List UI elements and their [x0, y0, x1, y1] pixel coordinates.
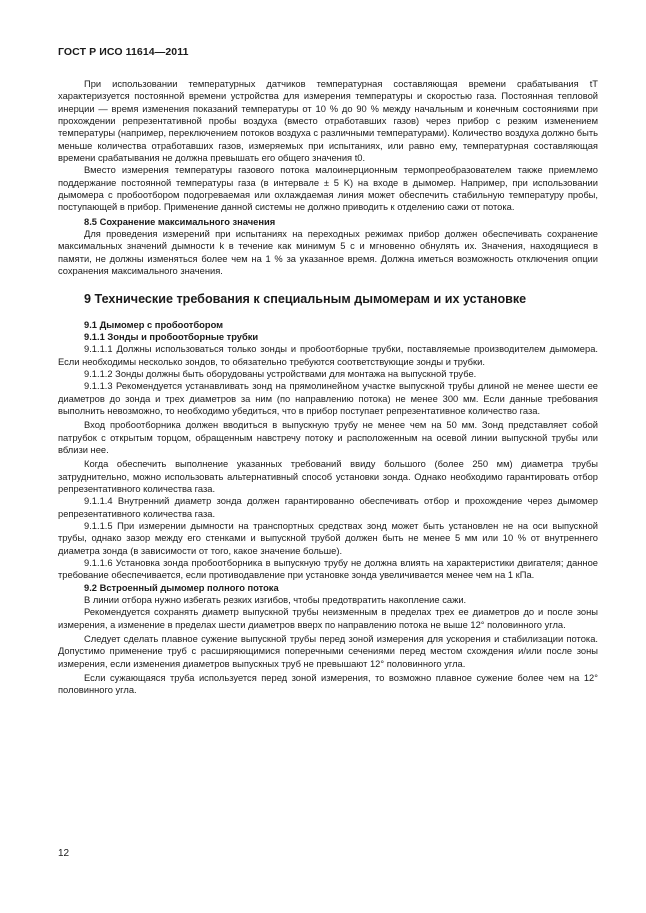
document-header: ГОСТ Р ИСО 11614—2011	[58, 46, 189, 58]
paragraph-9-1-1-5: 9.1.1.5 При измерении дымности на транспортных средствах зонд может быть установлен не на оси выпускной трубы, однако зазор между его стенками и выпускной трубой должен быть не менее 5 мм или 10 % от внутреннего диаметра зонда (в зависимости от того, какое значение больше).	[58, 521, 598, 556]
paragraph-9-1-1-4: 9.1.1.4 Внутренний диаметр зонда должен гарантированно обеспечивать отбор и прохождение через дымомер репрезентативного количества газа.	[58, 496, 598, 519]
paragraph-8-5: Для проведения измерений при испытаниях на переходных режимах прибор должен обеспечивать сохранение максимальных значений дымности k в течение как минимум 5 с и мгновенно обнулять их. Значения, находящиеся в памяти, не должны изменяться более чем на 1 % за указанное время. Должна иметься возможность отключения опции сохранения максимального значения.	[58, 229, 598, 277]
paragraph-9-1-1-2: 9.1.1.2 Зонды должны быть оборудованы устройствами для монтажа на выпускной трубе.	[84, 368, 477, 379]
paragraph-9-2-diameter: Рекомендуется сохранять диаметр выпускной трубы неизменным в пределах трех ее диаметров до и после зоны измерения, а изменение в пределах шести диаметров вверх по направлению потока не выше 12° половинного угла.	[58, 607, 598, 630]
heading-8-5: 8.5 Сохранение максимального значения	[84, 216, 276, 227]
page-number: 12	[58, 848, 70, 859]
section-9-title: 9 Технические требования к специальным дымомерам и их установке	[84, 291, 527, 306]
paragraph-9-1-1-1: 9.1.1.1 Должны использоваться только зонды и пробоотборные трубки, поставляемые производителем дымомера. Если необходимы несколько зондов, то обязательно требуются соответствующие зонды и трубки.	[58, 344, 598, 367]
paragraph-probe-inlet: Вход пробоотборника должен вводиться в выпускную трубу не менее чем на 50 мм. Зонд представляет собой патрубок с открытым торцом, обращенным навстречу потоку и расположенным на осевой линии выпускной трубы или вблизи нее.	[58, 420, 598, 455]
heading-9-2: 9.2 Встроенный дымомер полного потока	[84, 582, 279, 593]
paragraph-thermal-time-constant: При использовании температурных датчиков температурная составляющая времени срабатывания tT характеризуется постоянной времени устройства для измерения температуры и скоростью газа. Постоянная тепловой инерции — время изменения показаний температуры от 10 % до 90 % между начальным и конечным состояниями при прохождении репрезентативной пробы воздуха (вместо отработавших газов) через прибор с резким изменением температуры (например, переключением потоков воздуха с различными температурами). Количество воздуха должно быть меньше количества отработавших газов, измеряемых при испытаниях, или равно ему, температурная составляющая времени срабатывания не должна превышать его общего значения t0.	[58, 79, 598, 164]
heading-9-1-1: 9.1.1 Зонды и пробоотборные трубки	[84, 331, 259, 342]
paragraph-9-2-taper: Следует сделать плавное сужение выпускной трубы перед зоной измерения для ускорения и стабилизации потока. Допустимо применение труб с расширяющимися поперечными сечениями перед местом схождения и/или после зоны измерения, если изменения диаметров выпускных труб не превышают 12° половинного угла.	[58, 634, 598, 669]
document-body	[58, 78, 598, 697]
paragraph-constant-temperature: Вместо измерения температуры газового потока малоинерционным термопреобразователем также приемлемо поддержание постоянной температуры газа (в интервале ± 5 K) на входе в дымомер. Например, при использовании дымомера с пробоотбором подогреваемая или охлаждаемая линия может обеспечить стабильную температуру пробы, поступающей в прибор. Применение данной системы не должно приводить к отделению сажи от потока.	[58, 165, 598, 213]
heading-9-1: 9.1 Дымомер с пробоотбором	[84, 319, 224, 330]
paragraph-9-2-bends: В линии отбора нужно избегать резких изгибов, чтобы предотвратить накопление сажи.	[84, 595, 467, 606]
paragraph-9-2-converging: Если сужающаяся труба используется перед зоной измерения, то возможно плавное сужение более чем на 12° половинного угла.	[58, 673, 598, 696]
paragraph-alternative-install: Когда обеспечить выполнение указанных требований ввиду большого (более 250 мм) диаметра трубы затруднительно, можно использовать альтернативный способ установки зонда. Однако необходимо гарантировать отбор репрезентативного количества газа.	[58, 459, 598, 494]
paragraph-9-1-1-3: 9.1.1.3 Рекомендуется устанавливать зонд на прямолинейном участке выпускной трубы длиной не менее шести ее диаметров до зонда и трех диаметров за ним (по направлению потока) не менее 300 мм. Если данные требования выполнить невозможно, то необходимо убедиться, что в прибор поступает репрезентативное количество газа.	[58, 381, 598, 416]
paragraph-9-1-1-6: 9.1.1.6 Установка зонда пробоотборника в выпускную трубу не должна влиять на характеристики двигателя; данное требование обеспечивается, если противодавление при установке зонда увеличивается менее чем на 1 кПа.	[58, 558, 598, 581]
